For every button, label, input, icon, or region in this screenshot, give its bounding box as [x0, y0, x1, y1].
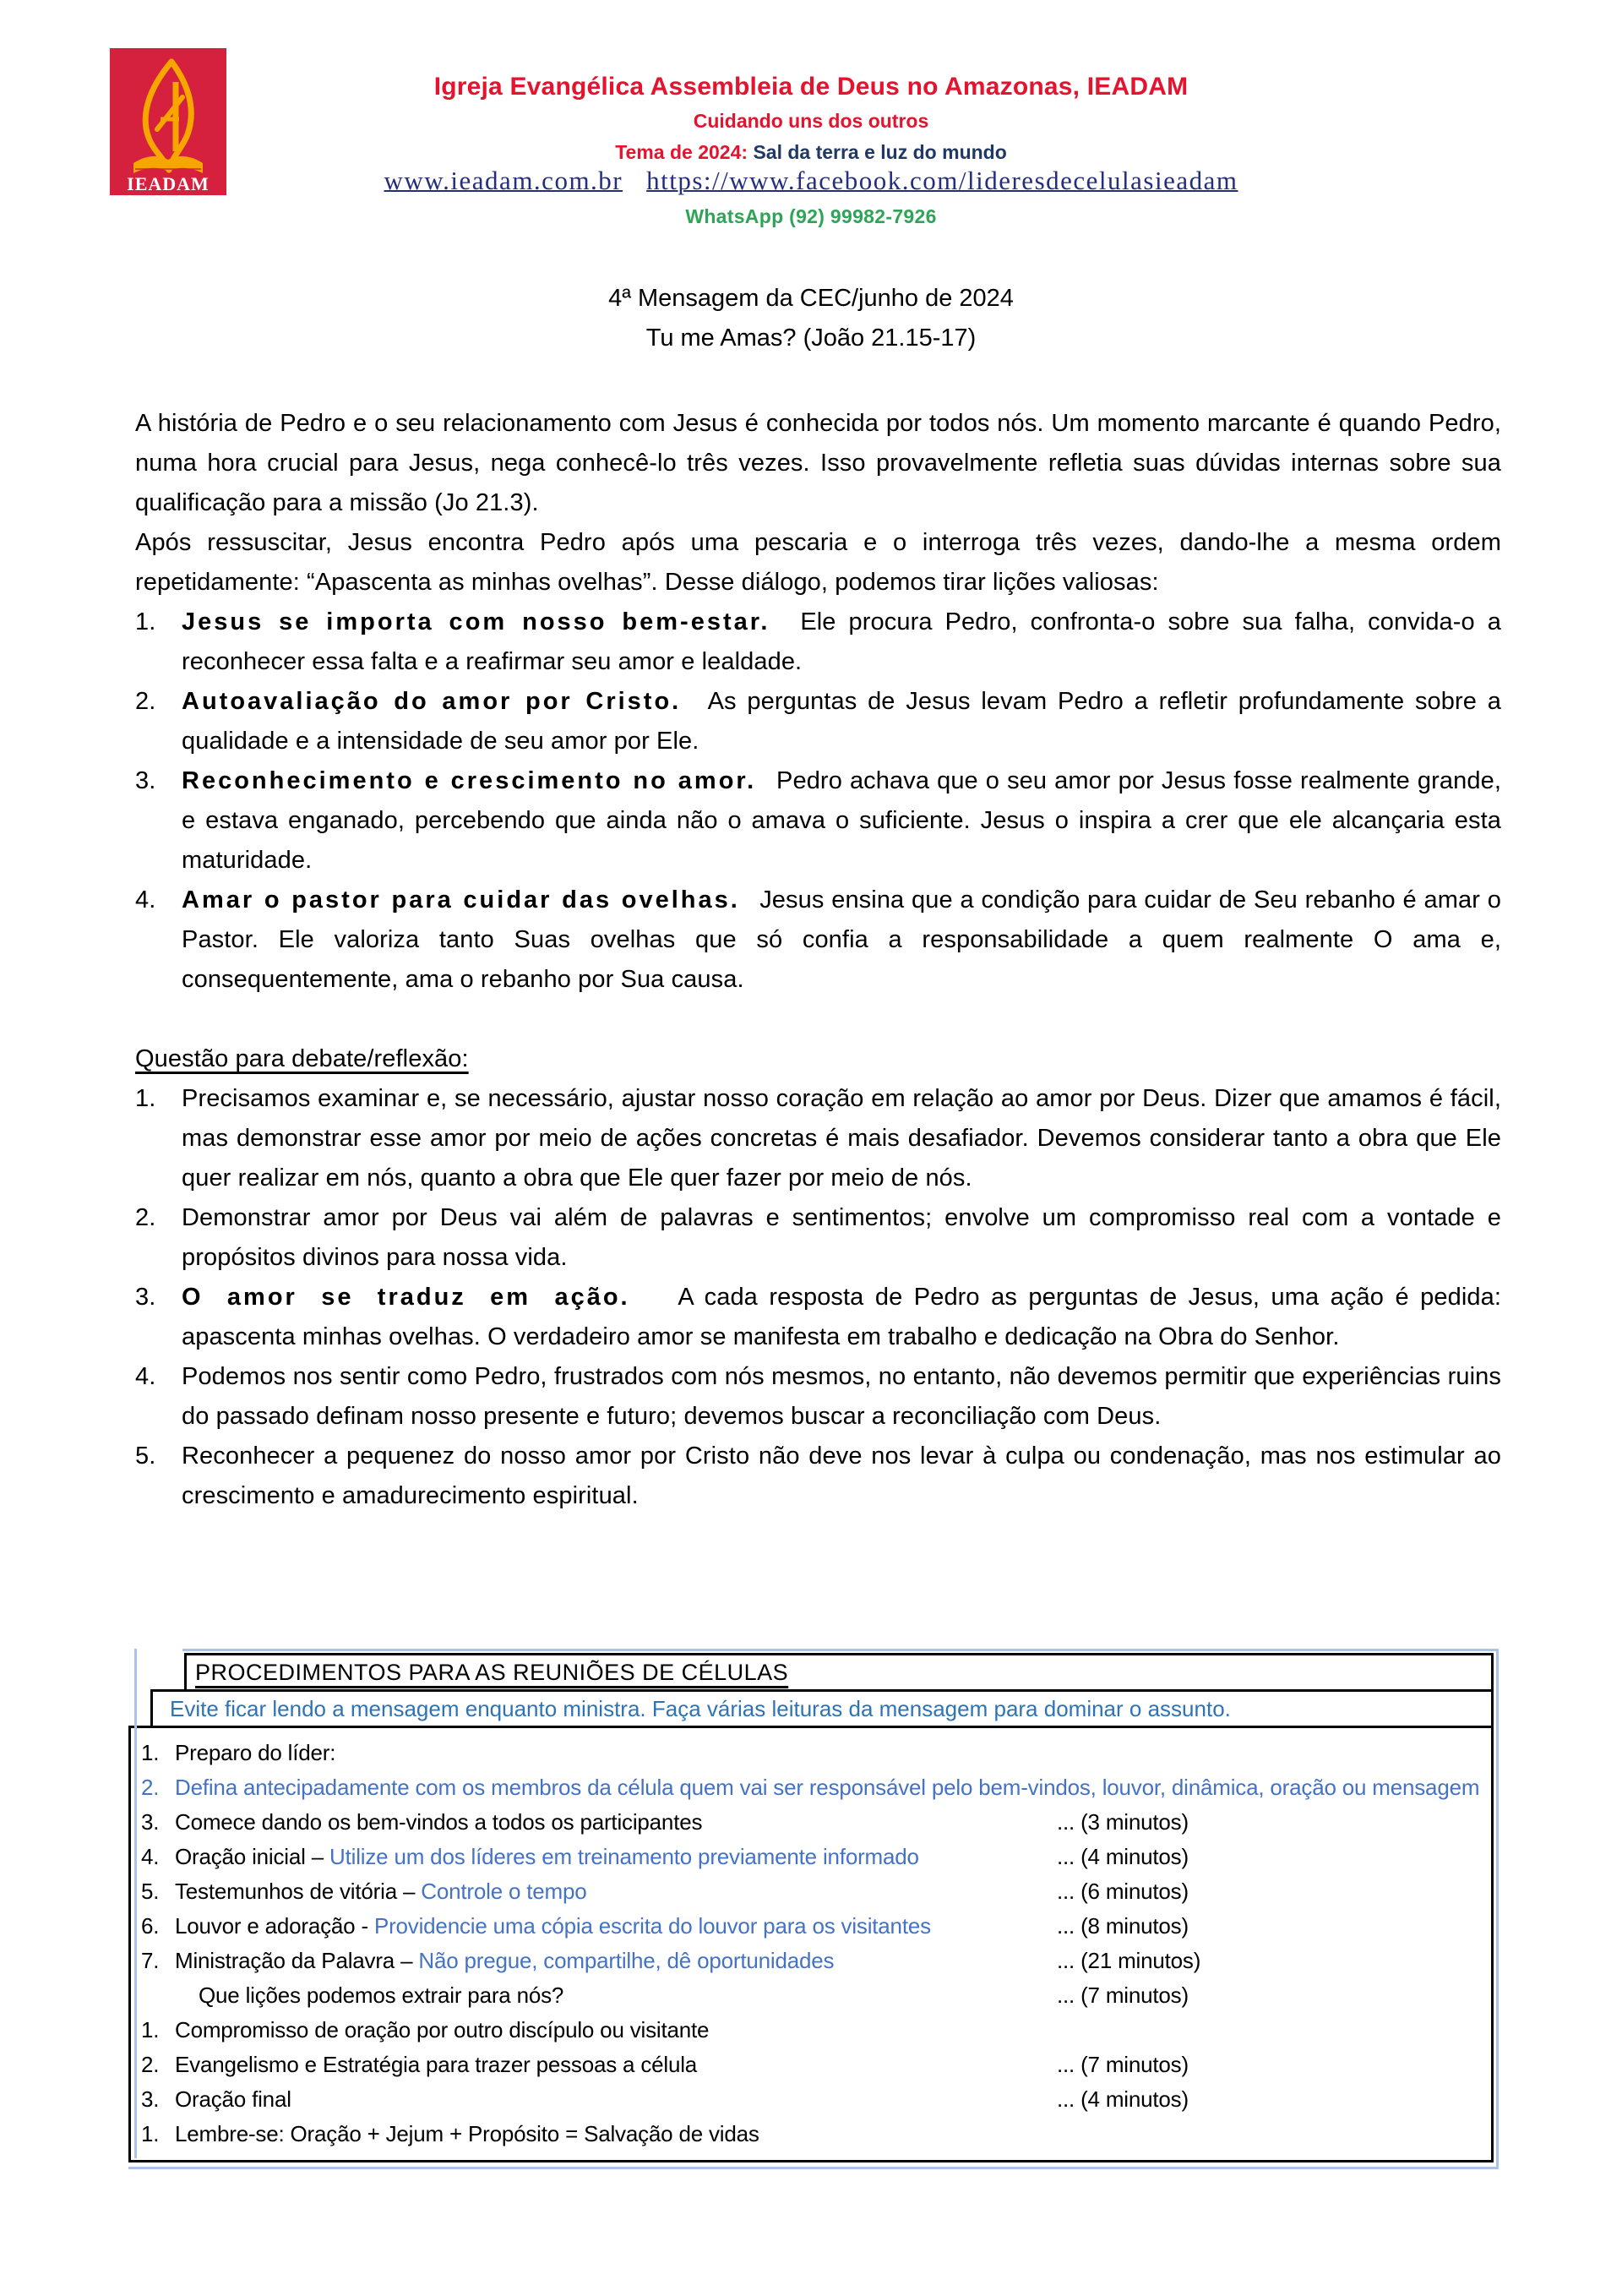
list-item	[135, 1278, 1501, 1357]
procedure-row	[138, 1840, 1484, 1874]
list-item	[135, 1079, 1501, 1198]
procedure-minutes: ... (4 minutos)	[1057, 1844, 1189, 1869]
procedure-row	[138, 1736, 1484, 1770]
list-text: Jesus ensina que a condição para cuidar de Seu rebanho é amar o Pastor. Ele valoriza tanto Suas ovelhas que só confia a responsabilidade a quem realmente O ama e, consequentemente, ama o rebanho por Sua causa.	[182, 886, 1501, 993]
procedure-number: 4.	[141, 1844, 160, 1869]
list-number: 2.	[135, 1204, 156, 1231]
procedure-text: Oração inicial –	[175, 1844, 330, 1869]
procedure-row	[138, 1874, 1484, 1909]
list-item	[135, 1357, 1501, 1437]
motto: Cuidando uns dos outros	[693, 110, 929, 132]
list-item	[135, 881, 1501, 1000]
table-accent-line	[1496, 1649, 1499, 2169]
procedure-note-text: Defina antecipadamente com os membros da célula quem vai ser responsável pelo bem-vindos, louvor, dinâmica, oração ou mensagem	[175, 1775, 1480, 1800]
procedure-minutes: ... (7 minutos)	[1057, 2052, 1189, 2077]
table-accent-line	[182, 1649, 1499, 1651]
main-text	[135, 404, 1501, 1516]
procedure-row	[138, 2082, 1484, 2117]
list-item	[135, 761, 1501, 881]
procedure-text: Ministração da Palavra –	[175, 1948, 419, 1973]
list-lead: Amar o pastor para cuidar das ovelhas.	[182, 886, 760, 913]
procedure-number: 1.	[141, 2017, 160, 2042]
procedures-table	[128, 1653, 1494, 2162]
procedure-minutes: ... (7 minutos)	[1057, 1982, 1189, 2008]
procedure-text: Evangelismo e Estratégia para trazer pessoas a célula	[175, 2052, 698, 2077]
procedure-note-text: Controle o tempo	[421, 1879, 587, 1904]
procedure-note-text: Não pregue, compartilhe, dê oportunidades	[418, 1948, 835, 1973]
procedure-minutes: ... (4 minutos)	[1057, 2086, 1189, 2112]
procedure-row	[138, 2013, 1484, 2048]
procedure-text: Compromisso de oração por outro discípulo ou visitante	[175, 2017, 710, 2042]
procedure-minutes: ... (21 minutos)	[1057, 1948, 1201, 1973]
table-accent-line	[134, 1649, 137, 2158]
procedure-text: Oração final	[175, 2086, 291, 2112]
procedure-text: Testemunhos de vitória –	[175, 1879, 422, 1904]
page-title	[0, 279, 1622, 358]
procedure-number: 3.	[141, 2086, 160, 2112]
procedure-number: 3.	[141, 1809, 160, 1835]
logo-word: IEADAM	[127, 173, 210, 194]
theme-value: Sal da terra e luz do mundo	[753, 141, 1007, 163]
list-lead: Reconhecimento e crescimento no amor.	[182, 767, 777, 794]
procedure-row	[138, 1770, 1484, 1805]
list-text: Ele procura Pedro, confronta-o sobre sua falha, convida-o a reconhecer essa falta e a reafirmar seu amor e lealdade.	[182, 608, 1501, 675]
table-accent-line	[128, 2167, 1499, 2169]
procedures-title-row	[184, 1653, 1494, 1692]
theme-label: Tema de 2024:	[615, 141, 748, 163]
list-lead: Autoavaliação do amor por Cristo.	[182, 688, 708, 715]
procedure-minutes: ... (8 minutos)	[1057, 1913, 1189, 1939]
whatsapp-line: WhatsApp (92) 99982-7926	[685, 205, 937, 227]
list-lead: Jesus se importa com nosso bem-estar.	[182, 608, 801, 635]
list-number: 5.	[135, 1442, 156, 1470]
list-number: 1.	[135, 608, 156, 635]
list-text: Pedro achava que o seu amor por Jesus fosse realmente grande, e estava enganado, percebendo que ainda não o amava o suficiente. Jesus o inspira a crer que ele alcançaria esta maturidade.	[182, 767, 1501, 874]
procedures-title: PROCEDIMENTOS PARA AS REUNIÕES DE CÉLULAS	[195, 1659, 789, 1685]
org-name: Igreja Evangélica Assembleia de Deus no Amazonas, IEADAM	[433, 73, 1189, 101]
procedure-text: Preparo do líder:	[175, 1740, 336, 1765]
list-lead: O amor se traduz em ação.	[182, 1284, 678, 1311]
list-number: 4.	[135, 1363, 156, 1390]
procedure-row	[138, 1805, 1484, 1840]
procedure-minutes: ... (3 minutos)	[1057, 1809, 1189, 1835]
theme-line	[0, 141, 1622, 164]
procedure-note-text: Providencie uma cópia escrita do louvor para os visitantes	[373, 1913, 931, 1939]
list-text: Podemos nos sentir como Pedro, frustrados com nós mesmos, no entanto, não devemos permitir que experiências ruins do passado definam nosso presente e futuro; devemos buscar a reconciliação com Deus.	[182, 1363, 1501, 1430]
procedure-row	[138, 2048, 1484, 2082]
procedure-row	[138, 1909, 1484, 1944]
procedure-minutes: ... (6 minutos)	[1057, 1879, 1189, 1904]
intro-paragraph-2: Após ressuscitar, Jesus encontra Pedro após uma pescaria e o interroga três vezes, dando-lhe a mesma ordem repetidamente: “Apascenta as minhas ovelhas”. Desse diálogo, podemos tirar lições valiosas:	[135, 529, 1501, 596]
procedures-list	[128, 1726, 1494, 2162]
list-number: 2.	[135, 688, 156, 715]
procedure-row	[138, 2117, 1484, 2151]
procedure-text: Lembre-se: Oração + Jejum + Propósito = Salvação de vidas	[175, 2121, 759, 2146]
list-item	[135, 1198, 1501, 1278]
procedures-note: Evite ficar lendo a mensagem enquanto ministra. Faça várias leituras da mensagem para dominar o assunto.	[150, 1689, 1494, 1728]
list-number: 4.	[135, 886, 156, 913]
procedure-text: Que lições podemos extrair para nós?	[199, 1982, 564, 2008]
list-item	[135, 1437, 1501, 1516]
list-text: Demonstrar amor por Deus vai além de palavras e sentimentos; envolve um compromisso real com a vontade e propósitos divinos para nossa vida.	[182, 1204, 1501, 1271]
procedure-text: Comece dando os bem-vindos a todos os participantes	[175, 1809, 703, 1835]
title-line2: Tu me Amas? (João 21.15-17)	[645, 324, 977, 352]
procedure-text: Louvor e adoração -	[175, 1913, 374, 1939]
website-link[interactable]: www.ieadam.com.br	[384, 166, 623, 195]
lessons-list	[135, 603, 1501, 1000]
procedure-number: 2.	[141, 2052, 160, 2077]
intro-paragraph-1: A história de Pedro e o seu relacionamento com Jesus é conhecida por todos nós. Um momento marcante é quando Pedro, numa hora crucial para Jesus, nega conhecê-lo três vezes. Isso provavelmente refletia suas dúvidas internas sobre sua qualificação para a missão (Jo 21.3).	[135, 410, 1501, 516]
list-text: Precisamos examinar e, se necessário, ajustar nosso coração em relação ao amor por Deus. Dizer que amamos é fácil, mas demonstrar esse amor por meio de ações concretas é mais desafiador. Devemos considerar tanto a obra que Ele quer realizar em nós, quanto a obra que Ele quer fazer por meio de nós.	[182, 1085, 1501, 1192]
procedure-row	[138, 1944, 1484, 1978]
procedure-number: 2.	[141, 1775, 160, 1800]
procedure-number: 6.	[141, 1913, 160, 1939]
procedure-number: 7.	[141, 1948, 160, 1973]
list-text: As perguntas de Jesus levam Pedro a refletir profundamente sobre a qualidade e a intensidade de seu amor por Ele.	[182, 688, 1501, 755]
procedure-note-text: Utilize um dos líderes em treinamento previamente informado	[329, 1844, 919, 1869]
list-text: A cada resposta de Pedro as perguntas de Jesus, uma ação é pedida: apascenta minhas ovelhas. O verdadeiro amor se manifesta em trabalho e dedicação na Obra do Senhor.	[182, 1284, 1501, 1350]
debate-heading: Questão para debate/reflexão:	[135, 1045, 469, 1072]
list-number: 1.	[135, 1085, 156, 1112]
procedure-number: 1.	[141, 1740, 160, 1765]
list-text: Reconhecer a pequenez do nosso amor por Cristo não deve nos levar à culpa ou condenação, mas nos estimular ao crescimento e amadurecimento espiritual.	[182, 1442, 1501, 1509]
procedure-row	[138, 1978, 1484, 2013]
list-item	[135, 682, 1501, 761]
procedure-number: 5.	[141, 1879, 160, 1904]
title-line1: 4ª Mensagem da CEC/junho de 2024	[608, 285, 1014, 312]
list-number: 3.	[135, 1284, 156, 1311]
links-line	[0, 166, 1622, 196]
debate-list	[135, 1079, 1501, 1516]
list-item	[135, 603, 1501, 682]
procedure-number: 1.	[141, 2121, 160, 2146]
list-number: 3.	[135, 767, 156, 794]
facebook-link[interactable]: https://www.facebook.com/lideresdecelulasieadam	[646, 166, 1238, 195]
